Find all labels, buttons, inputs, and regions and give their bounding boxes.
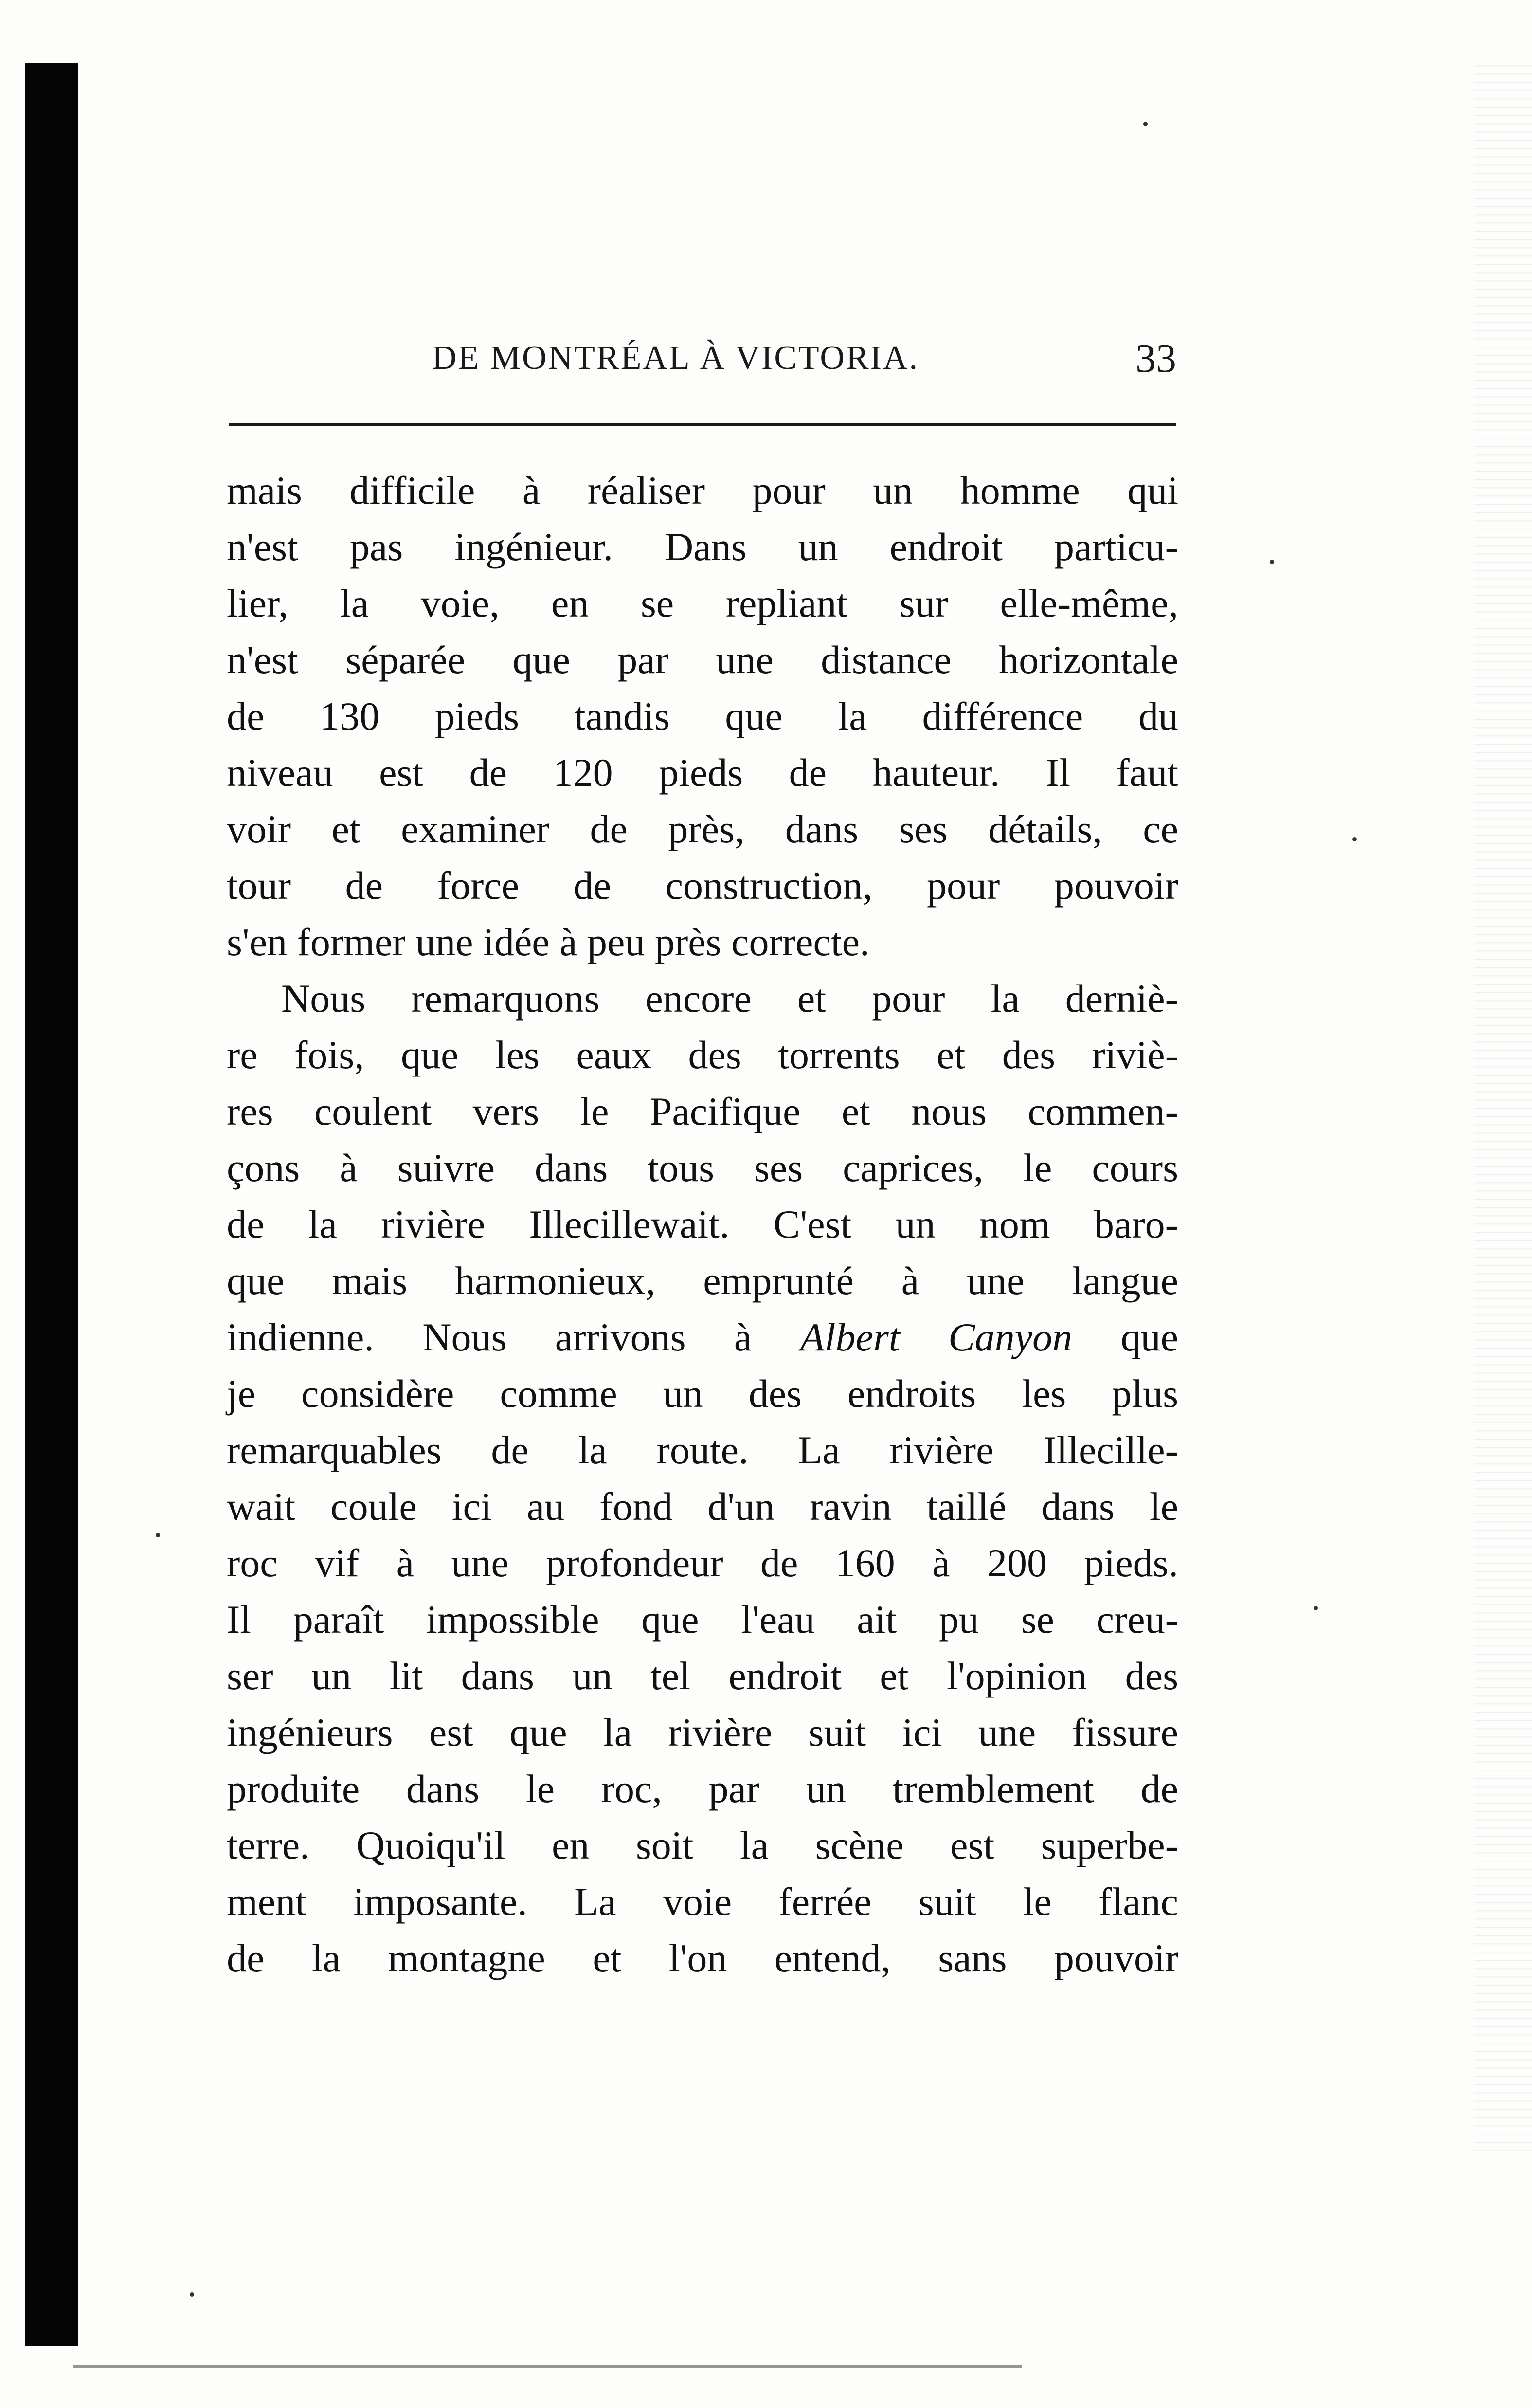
text-line: de 130 pieds tandis que la différence du	[227, 694, 1178, 738]
running-header	[228, 335, 1176, 388]
text-line: mais difficile à réaliser pour un homme qui	[227, 468, 1178, 512]
paragraph-end-line: s'en former une idée à peu près correcte.	[227, 920, 870, 964]
running-title: DE MONTRÉAL À VICTORIA.	[432, 339, 919, 377]
text-segment: indienne. Nous arrivons à	[227, 1315, 800, 1359]
text-line-with-italic	[227, 1309, 1178, 1366]
scanned-binding-edge	[25, 63, 78, 2346]
text-line: roc vif à une profondeur de 160 à 200 pieds.	[227, 1541, 1178, 1585]
text-line: Il paraît impossible que l'eau ait pu se creu-	[227, 1597, 1178, 1642]
text-line: de la rivière Illecillewait. C'est un nom baro-	[227, 1202, 1178, 1246]
text-line: niveau est de 120 pieds de hauteur. Il faut	[227, 750, 1178, 795]
header-rule	[229, 423, 1176, 426]
text-line: produite dans le roc, par un tremblement de	[227, 1767, 1178, 1811]
body-text	[227, 462, 1178, 1987]
text-line: tour de force de construction, pour pouvoir	[227, 863, 1178, 908]
text-line: res coulent vers le Pacifique et nous commen-	[227, 1089, 1178, 1133]
text-line: çons à suivre dans tous ses caprices, le cours	[227, 1146, 1178, 1190]
scan-speck	[190, 2292, 194, 2297]
text-line: wait coule ici au fond d'un ravin taillé dans le	[227, 1484, 1178, 1529]
text-line: voir et examiner de près, dans ses détails, ce	[227, 807, 1178, 851]
text-line: lier, la voie, en se repliant sur elle-même,	[227, 581, 1178, 625]
scan-speck	[1270, 560, 1274, 564]
text-line: remarquables de la route. La rivière Illecille-	[227, 1428, 1178, 1472]
text-line: ingénieurs est que la rivière suit ici une fissure	[227, 1710, 1178, 1754]
text-line: n'est pas ingénieur. Dans un endroit particu-	[227, 525, 1178, 569]
text-segment: que	[1072, 1315, 1178, 1359]
italic-place-name: Albert Canyon	[800, 1315, 1073, 1359]
scan-speck	[1143, 122, 1148, 126]
paragraph-start-line: Nous remarquons encore et pour la derniè-	[281, 976, 1178, 1021]
scan-speck	[156, 1533, 160, 1537]
page-number: 33	[1135, 336, 1176, 381]
scanned-page-edge	[1474, 58, 1532, 2151]
text-line: ment imposante. La voie ferrée suit le flanc	[227, 1879, 1178, 1924]
scan-bottom-edge	[73, 2365, 1022, 2368]
text-line: n'est séparée que par une distance horizontale	[227, 638, 1178, 682]
text-line: de la montagne et l'on entend, sans pouvoir	[227, 1936, 1178, 1980]
scan-speck	[1314, 1606, 1318, 1610]
text-line: que mais harmonieux, emprunté à une langue	[227, 1259, 1178, 1303]
text-line: re fois, que les eaux des torrents et des riviè-	[227, 1033, 1178, 1077]
scan-speck	[1352, 837, 1357, 841]
text-line: je considère comme un des endroits les plus	[227, 1371, 1178, 1416]
text-line: terre. Quoiqu'il en soit la scène est superbe-	[227, 1823, 1178, 1867]
text-line: ser un lit dans un tel endroit et l'opinion des	[227, 1654, 1178, 1698]
